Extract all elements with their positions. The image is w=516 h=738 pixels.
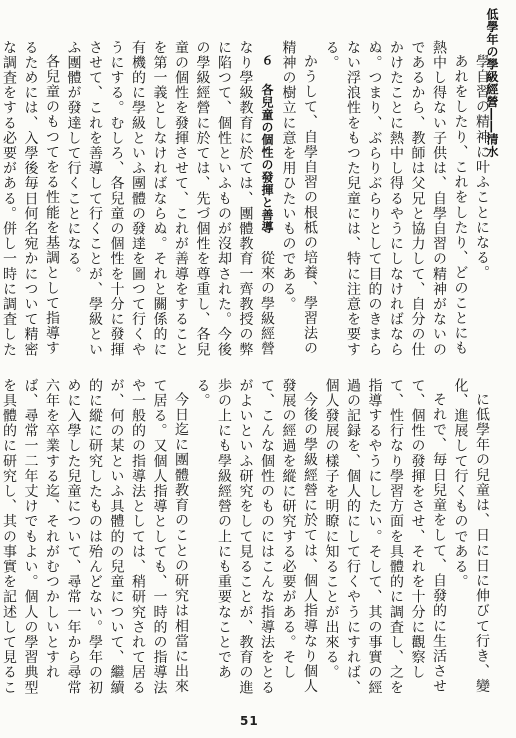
section-heading-body: 從來の學級經營なり學級教育に於ては、團體教育一齊教授の弊に陷つて、個性といふものが沒却された。今後の學級經營に於ては、先づ個性を尊重し、各兒童の個性を發揮させて、これが善導をすることを第一義としなければならぬ。それと關係的に有機的に學級といふ團體の發達を圖つて行くやうにする。むしろ、各兒童の個性を十分に發揮させて、これを善導して行くことが、學級といふ團體が發達して行くことになる。: [65, 40, 275, 358]
section-number: ６: [260, 54, 274, 67]
paragraph-growth: に低學年の兒童は、日に日に伸びて行き、變化、進展して行くものである。: [452, 378, 490, 694]
lower-text-column-section: [1, 378, 492, 700]
section-heading-paragraph: [62, 40, 277, 362]
paragraph-self-study: かうして、自學自習の根柢の培養、學習法の精神の樹立に意を用ひたいものである。: [280, 40, 318, 356]
paragraph-daily-observation: それで、毎日兒童をして、自發的に生活させて、個性の發揮をさせ、それを十分に觀察して、性行なり學習方面を具體的に調査し、之を指導するやうにしたい。そして、其の事實の經過の記録を、個人的にして行くやうにすれば、個人發展の樣子を明瞭に知ることが出來る。: [323, 378, 447, 696]
paragraph-individual-development: 今後の學級經營に於ては、個人指導なり個人發展の經過を縱に研究する必要がある。そして、こんな個性のものにはこんな指導法をとるがよいといふ研究をして見ることが、教育の進歩の上にも學級經營の上にも重要なことである。: [194, 378, 318, 696]
page-number: 51: [240, 714, 259, 728]
paragraph-individual-investigation: 各兒童のもつてをる性能を基調として指導するためには、入學後毎日何名宛かについて精密な調査をする必要がある。併し一時に調査した: [1, 40, 60, 358]
paragraph-absorption: あれをしたり、これをしたり、どのことにも熱中し得ない子供は、自學自習の精神がないのであるから、教師は父兄と協力して、自分の仕かけたことに熱中し得るやうにしなければならぬ。つまり、ぶらりぶらりとして目的のきまらない浮浪性をもつた兒童には、特に注意を要する。: [323, 40, 469, 358]
paragraph-continuation: 學自習の精神に叶ふことになる。: [474, 54, 490, 281]
paragraph-research-status: 今日迄に團體教育のことの研究は相當に出來て居る。又個人指導としても、一時的の指導法や一般的の指導法としては、稍研究されて居るが、何の某といふ具體的の兒童について、繼續的に縱に研究したものは殆んどない。學年の初めに入學した兒童について、尋常一年から尋常六年を卒業する迄、それがむつかしいとすれば、尋常一二年丈けでもよい。個人の學習典型を具體的に研究し、其の事實を記述して見るこ: [1, 378, 189, 696]
section-heading: 各兒童の個性の發揮と善導: [260, 83, 274, 234]
upper-text-column-section: [1, 40, 492, 362]
running-title: 低學年の學級經營――清水: [485, 8, 499, 158]
